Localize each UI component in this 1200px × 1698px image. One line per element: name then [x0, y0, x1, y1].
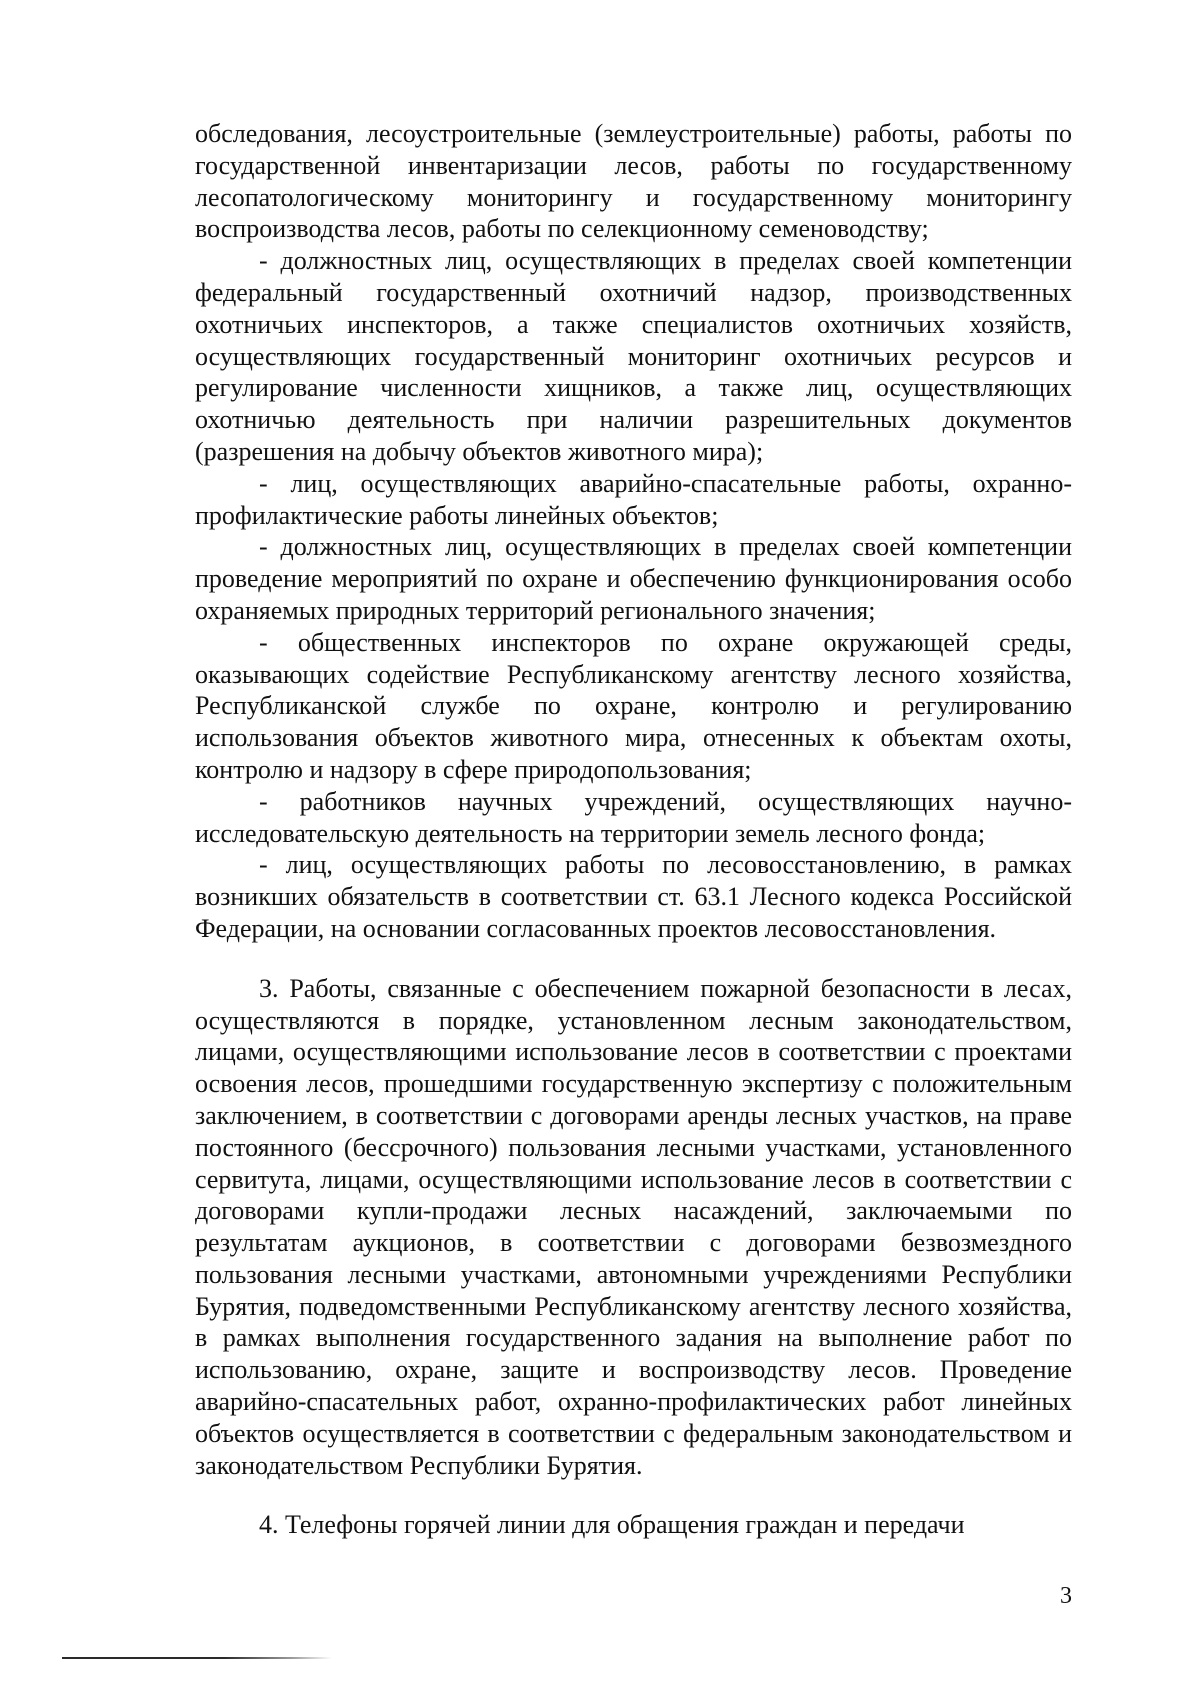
list-item-public-inspectors: - общественных инспекторов по охране окружающей среды, оказывающих содействие Республиканскому агентству лесного хозяйства, Республиканской службе по охране, контролю и регулированию использования объектов животного мира, отнесенных к объектам охоты, контролю и надзору в сфере природопользования; — [195, 627, 1072, 784]
page-number: 3 — [1060, 1583, 1072, 1609]
list-item-research-workers: - работников научных учреждений, осуществляющих научно-исследовательскую деятельность на территории земель лесного фонда; — [195, 786, 1072, 848]
list-item-reforestation-workers: - лиц, осуществляющих работы по лесовосстановлению, в рамках возникших обязательств в соответствии ст. 63.1 Лесного кодекса Российской Федерации, на основании согласованных проектов лесовосстановления. — [195, 850, 1072, 943]
list-item-protected-areas-officials: - должностных лиц, осуществляющих в пределах своей компетенции проведение мероприятий по охране и обеспечению функционирования особо охраняемых природных территорий регионального значения; — [195, 532, 1072, 625]
footer-divider — [62, 1657, 332, 1659]
document-body — [195, 118, 1072, 1541]
list-item-rescue-workers: - лиц, осуществляющих аварийно-спасательные работы, охранно-профилактические работы линейных объектов; — [195, 468, 1072, 530]
list-item-hunting-officials: - должностных лиц, осуществляющих в пределах своей компетенции федеральный государственный охотничий надзор, производственных охотничьих инспекторов, а также специалистов охотничьих хозяйств, осуществляющих государственный мониторинг охотничьих ресурсов и регулирование численности хищников, а также лиц, осуществляющих охотничью деятельность при наличии разрешительных документов (разрешения на добычу объектов животного мира); — [195, 246, 1072, 466]
section-3-fire-safety: 3. Работы, связанные с обеспечением пожарной безопасности в лесах, осуществляются в порядке, установленном лесным законодательством, лицами, осуществляющими использование лесов в соответствии с проектами освоения лесов, прошедшими государственную экспертизу с положительным заключением, в соответствии с договорами аренды лесных участков, на праве постоянного (бессрочного) пользования лесными участками, установленного сервитута, лицами, осуществляющими использование лесов в соответствии с договорами купли-продажи лесных насаждений, заключаемыми по результатам аукционов, в соответствии с договорами безвозмездного пользования лесными участками, автономными учреждениями Республики Бурятия, подведомственными Республиканскому агентству лесного хозяйства, в рамках выполнения государственного задания на выполнение работ по использованию, охране, защите и воспроизводству лесов. Проведение аварийно-спасательных работ, охранно-профилактических работ линейных объектов осуществляется в соответствии с федеральным законодательством и законодательством Республики Бурятия. — [195, 973, 1072, 1480]
paragraph-survey-works: обследования, лесоустроительные (землеустроительные) работы, работы по государственной инвентаризации лесов, работы по государственному лесопатологическому мониторингу и государственному мониторингу воспроизводства лесов, работы по селекционному семеноводству; — [195, 119, 1072, 244]
section-4-hotlines: 4. Телефоны горячей линии для обращения граждан и передачи — [259, 1510, 965, 1540]
